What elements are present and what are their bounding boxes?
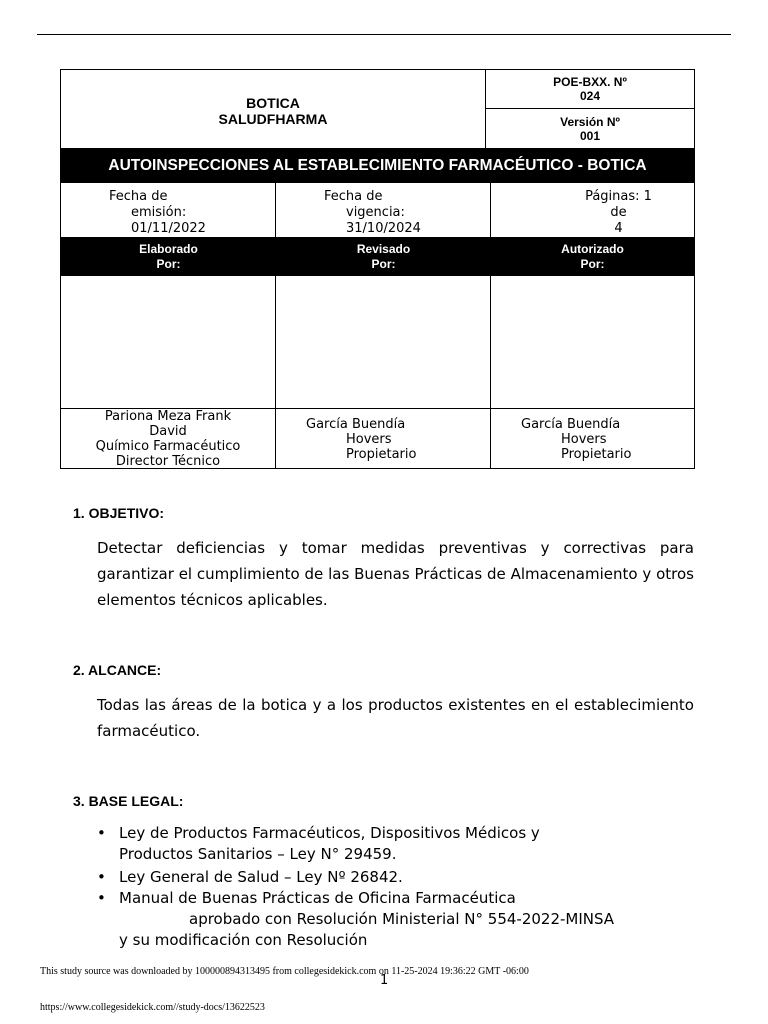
signature-box-revisado	[276, 276, 491, 408]
signature-box-autorizado	[491, 276, 694, 408]
codes-cell	[486, 70, 694, 148]
signature-row	[61, 276, 694, 409]
role-elaborado	[61, 238, 276, 276]
vigencia-date: 31/10/2024	[346, 221, 421, 236]
bullet3-line2: aprobado con Resolución Ministerial N° 554-2022-MINSA	[189, 910, 615, 928]
document-title: AUTOINSPECCIONES AL ESTABLECIMIENTO FARMACÉUTICO - BOTICA	[108, 157, 647, 174]
bullet3-line1: Manual de Buenas Prácticas de Oficina Farmacéutica	[119, 889, 516, 907]
list-item	[97, 823, 717, 865]
bullet-icon: •	[97, 868, 106, 886]
signer-autorizado-name2: Hovers	[561, 432, 607, 447]
signer-elaborado-name2: David	[149, 424, 187, 439]
brand-line1: BOTICA	[246, 95, 300, 111]
brand-cell	[61, 70, 486, 148]
signer-elaborado-role: Director Técnico	[115, 454, 221, 469]
header-row-brand	[61, 70, 694, 149]
section-text-alcance: Todas las áreas de la botica y a los productos existentes en el establecimiento farmacéutico.	[97, 696, 694, 740]
paginas-total: 4	[614, 221, 623, 236]
paginas-l2: de	[610, 205, 627, 220]
bullet-icon: •	[97, 889, 106, 907]
section-heading-base-legal: 3. BASE LEGAL:	[73, 793, 184, 809]
signer-elaborado-title: Químico Farmacéutico	[95, 439, 241, 454]
signers-row	[61, 409, 694, 468]
signer-revisado-role: Propietario	[346, 447, 417, 462]
emision-cell	[61, 183, 276, 237]
signer-autorizado-name1: García Buendía	[521, 417, 621, 432]
base-legal-list	[97, 823, 717, 951]
bullet3-line3: y su modificación con Resolución	[119, 931, 368, 949]
signer-revisado-name1: García Buendía	[306, 417, 406, 432]
document-version	[486, 109, 694, 148]
role-elaborado-l1: Elaborado	[139, 242, 198, 256]
document-code-label: POE-BXX. Nº	[553, 75, 627, 89]
role-elaborado-l2: Por:	[156, 257, 181, 271]
signer-elaborado	[61, 409, 276, 468]
dates-row	[61, 183, 694, 238]
brand-line2: SALUDFHARMA	[218, 111, 328, 127]
vigencia-l2: vigencia:	[346, 205, 405, 220]
list-item	[97, 888, 717, 951]
signer-revisado-name2: Hovers	[346, 432, 392, 447]
download-source-note: This study source was downloaded by 100000894313495 from collegesidekick.com on 11-25-2024 19:36:22 GMT -06:00	[40, 966, 529, 977]
document-code	[486, 70, 694, 109]
document-title-bar	[61, 149, 694, 183]
signature-box-elaborado	[61, 276, 276, 408]
page-number: 1	[380, 973, 389, 988]
document-header-table	[60, 69, 695, 469]
list-item	[97, 867, 717, 888]
vigencia-l1: Fecha de	[324, 189, 383, 204]
emision-l2: emisión:	[131, 205, 187, 220]
document-code-value: 024	[579, 89, 601, 103]
role-revisado	[276, 238, 491, 276]
signer-elaborado-name1: Pariona Meza Frank	[104, 409, 232, 424]
role-revisado-l2: Por:	[371, 257, 396, 271]
section-text-objetivo: Detectar deficiencias y tomar medidas preventivas y correctivas para garantizar el cumplimiento de las Buenas Prácticas de Almacenamiento y otros elementos técnicos aplicables.	[97, 539, 694, 609]
bullet1-line1: Ley de Productos Farmacéuticos, Dispositivos Médicos y	[119, 824, 540, 842]
emision-date: 01/11/2022	[131, 221, 206, 236]
role-autorizado	[491, 238, 694, 276]
section-heading-objetivo: 1. OBJETIVO:	[73, 505, 165, 521]
paginas-l1: Páginas: 1	[585, 189, 652, 204]
bullet2-line1: Ley General de Salud – Ley Nº 26842.	[119, 868, 403, 886]
vigencia-cell	[276, 183, 491, 237]
emision-l1: Fecha de	[109, 189, 168, 204]
role-autorizado-l2: Por:	[580, 257, 605, 271]
paginas-cell	[491, 183, 694, 237]
roles-bar	[61, 238, 694, 276]
version-label: Versión Nº	[560, 114, 620, 129]
version-value: 001	[579, 128, 601, 143]
bullet-icon: •	[97, 824, 106, 842]
top-rule	[37, 34, 731, 35]
signer-autorizado	[491, 409, 694, 468]
section-heading-alcance: 2. ALCANCE:	[73, 662, 162, 678]
role-autorizado-l1: Autorizado	[561, 242, 624, 256]
signer-revisado	[276, 409, 491, 468]
role-revisado-l1: Revisado	[356, 242, 411, 256]
source-url[interactable]: https://www.collegesidekick.com//study-docs/13622523	[40, 1002, 265, 1013]
bullet1-line2: Productos Sanitarios – Ley N° 29459.	[119, 845, 397, 863]
signer-autorizado-role: Propietario	[561, 447, 632, 462]
